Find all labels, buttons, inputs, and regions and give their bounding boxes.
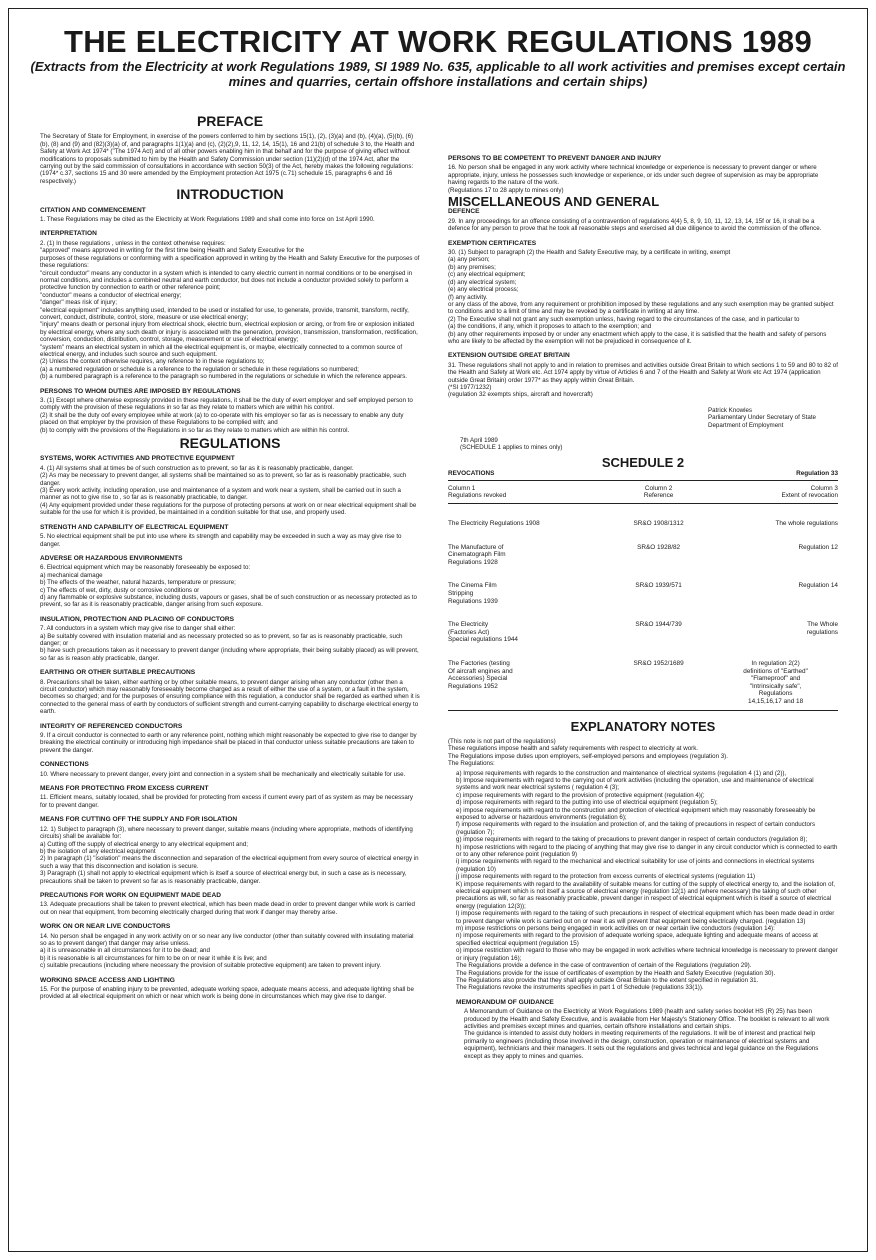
- competent-text: 16. No person shall be engaged in any work activity where technical knowledge or experience is necessary to prevent danger or where appropriate, injury, unless he possesses such knowledge or experience, or ids under such degree of supervision as may be appropriate having regards to the nature of the work. (Regulations 17 to 28 apply to mines only): [448, 164, 819, 194]
- working-space-text: 15. For the purpose of enabling injury to be prevented, adequate working space, adequate means access, and adequate lighting shall be provided at all electrical equipment on which or near which work is being done in circumstances which may give rise to danger.: [40, 986, 414, 1001]
- systems-text: 4. (1) All systems shall at times be of such construction as to prevent, so far as it is reasonably practicable, danger. (2) As may be necessary to prevent danger, all systems shall be maintained so as to prevent, so far as is reasonably practicable, such danger. (3) Every work activity, including operation, use and maintenance of a system and work near a system, shall be carried out in such a manner as not to give rise to , so far as is reasonably practicable, to danger. (4) Any equipment provided under these regulations for the purpose of protecting persons at work on or near electrical equipment shall be suitable for the use for which it is provided, be maintained in a condition suitable for that use, and properly used.: [40, 464, 417, 517]
- table-cell: Regulation 12: [798, 543, 838, 551]
- table-cell: SR&O 1952/1689: [604, 644, 713, 710]
- page-title: THE ELECTRICITY AT WORK REGULATIONS 1989: [63, 24, 813, 59]
- table-cell: The whole regulations: [775, 520, 838, 527]
- explanatory-notes-list: a) Impose requirements with regards to the construction and maintenance of electrical systems (regulation 4 (1) and (2)), b) Impose requirements with regard to the carrying out of work activities (including the operation, use and maintenance of electrical systems and work near electrical systems ( regulation 4 (3); c) impose requirements with regard to the provision of protective equipment (regulation 4)(; d) impose requirements with regard to the putting into use of electrical equipment (regulation 5); e) impose requirements with regard to the construction and protection of electrical equipment which may reasonably foreseeably be exposed to adverse or hazardous environments (regulation 6); f) impose requirements with regard to the insulation and protection of, and the taking of precautions in respect of certain conductors (regulation 7); g) impose requirements with regard to the taking of precautions to prevent danger in respect of certain conductors (regulation 8); h) impose restrictions with regard to the placing of anything that may give rise to danger in any circuit conductor which is connected to earth or to any other reference point (regulation 9) i) impose requirements with regard to the mechanical and electrical suitability for use of joints and connections in electrical systems (regulation 10) j) impose requirements with regard to the protection from excess currents of electrical systems (regulation 11) K) impose requirements with regard to the availability of suitable means for cutting of the supply of electrical energy to, and the isolation of, electrical equipment which is not itself a source of electrical energy (regulation 12(1) and (where necessary) the taking of such other precautions as will, so far as reasonably practicable, prevent danger in respect of electrical equipment which is itself a source of electrical energy (regulation 12(3)); l) impose requirements with regard to the taking of such precautions in respect of electrical equipment which has been made dead in order to prevent danger while work is carried out on or near it as will prevent that equipment being electrically charged. (regulation 13) m) impose restrictions on persons being engaged in work activities on or near certain live conductors (regulation 14): n) impose requirements with regard to the provision of adequate working space, adequate lighting and adequate means of access at specified electrical equipment (regulation 15) o) impose restriction with regard to those who may be engaged in work activities where technical knowledge is necessary to prevent danger or injury (regulation 16); The Regulations provide a defence in the case of contravention of certain of the Regulations (regulation 29). The Regulations provide for the issue of certificates of exemption by the Health and Safety Executive (regulation 30). The Regulations also provide that they shall apply outside Great Britain to the extent specified in regulation 31. The Regulations revoke the instruments specifies in part 1 of Schedule (regulations 33(1)).: [456, 769, 838, 992]
- preface-heading: PREFACE: [196, 113, 264, 129]
- page-subtitle: (Extracts from the Electricity at work Regulations 1989, SI 1989 No. 635, applicable to all work activities and premises except certain mines and quarries, certain offshore installations and certain ships): [30, 59, 846, 89]
- insulation-text: 7. All conductors in a system which may give rise to danger shall either: a) Be suitably covered with insulation material and as necessary protected so as to prevent, so far as is reasonably practicable, such danger; or b) have such precautions taken as it necessary to prevent danger (including where appropriate, their being suitably placed) as will prevent, so far as is reason ably practicable, danger.: [40, 625, 419, 662]
- revocations-label: REVOCATIONS: [448, 470, 604, 480]
- table-cell: SR&O 1908/1312: [633, 520, 684, 527]
- regulations-heading: REGULATIONS: [179, 435, 281, 452]
- duties-text: 3. (1) Except where otherwise expressly provided in these regulations, it shall be the duty of evert employer and self employed person to comply with the provision of these regulations in so far as they relate to matters which are within his control. (2) It shall be the duty oof every employee while at work (a) to co-operate with his employer so far as is necessary to enable any duty placed on that employer by the provision of these Regulations to be complied with; and (b) to comply with the provisions of the Regulations in so far as they relate to matters which are within his control.: [40, 397, 413, 434]
- schedule-heading: SCHEDULE 2: [601, 454, 685, 470]
- live-conductors-heading: WORK ON OR NEAR LIVE CONDUCTORS: [40, 923, 171, 931]
- working-space-heading: WORKING SPACE ACCESS AND LIGHTING: [40, 976, 175, 984]
- table-cell: The Whole regulations: [806, 621, 838, 636]
- earthing-heading: EARTHING OR OTHER SUITABLE PRECAUTIONS: [40, 669, 196, 677]
- citation-heading: CITATION AND COMMENCEMENT: [40, 206, 146, 214]
- strength-text: 5. No electrical equipment shall be put into use where its strength and capability may be exceeded in such a way as may give rise to danger.: [40, 533, 402, 548]
- cutting-supply-text: 12. 1) Subject to paragraph (3), where necessary to prevent danger, suitable means (including where appropriate, methods of identifying circuits) shall be available for: a) Cutting off the supply of electrical energy to any electrical equipment and; b) the isolation of any electrical equipment 2) In paragraph (1) "isolation" means the disconnection and separation of the electrical equipment from every source of electrical energy in such a way that this disconnection and isolation is secure. 3) Paragraph (1) shall not apply to electrical equipment which is itself a source of electrical energy but, in such a case as is necessary, precautions shall be taken to prevent so far as is reasonably practicable, danger.: [40, 825, 419, 885]
- table-cell: SR&O 1928/82: [637, 543, 681, 551]
- adverse-heading: ADVERSE OR HAZARDOUS ENVIRONMENTS: [40, 554, 183, 562]
- duties-heading: PERSONS TO WHOM DUTIES ARE IMPOSED BY REGULATIONS: [40, 387, 241, 395]
- right-column: [448, 148, 838, 1060]
- integrity-text: 9. If a circuit conductor is connected to earth or any reference point, nothing which might reasonably be expected to give rise to danger by breaking the electrical continuity or introducing high impedance shall be placed in that conductor unless suitable precautions are taken to prevent the danger.: [40, 732, 417, 754]
- table-cell: The Factories (testing Of aircraft engines and Accessories) Special Regulations 1952: [448, 644, 604, 710]
- exemption-text: 30. (1) Subject to paragraph (2) the Health and Safety Executive may, by a certificate in writing, exempt (a) any person; (b) any premises; (c) any electrical equipment; (d) any electrical system; (e) any electrical process; (f) any activity. or any class of the above, from any requirement or prohibition imposed by these regulations and any such exemption may be granted subject to conditions and to a limit of time and may be revoked by a certificate in writing at any time. (2) The Executive shall not grant any such exemption unless, having regard to the circumstances of the case, and in particular to (a) the conditions, if any, which it proposes to attach to the exemption; and (b) any other requirements imposed by or under any enactment which apply to the case, it is satisfied that the health and safety of persons who are likely to be affected by the exemption will not be prejudiced in consequence of it.: [448, 249, 834, 345]
- table-cell: The Electricity (Factories Act) Special regulations 1944: [448, 621, 518, 644]
- connections-heading: CONNECTIONS: [40, 761, 89, 769]
- competent-heading: PERSONS TO BE COMPETENT TO PREVENT DANGER AND INJURY: [448, 155, 662, 162]
- cutting-supply-heading: MEANS FOR CUTTING OFF THE SUPPLY AND FOR ISOLATION: [40, 816, 238, 824]
- exemption-heading: EXEMPTION CERTIFICATES: [448, 239, 537, 247]
- defence-heading: DEFENCE: [448, 208, 480, 216]
- citation-text: 1. These Regulations may be cited as the Electricity at Work Regulations 1989 and shall come into force on 1st April 1990.: [40, 216, 375, 224]
- table-cell: In regulation 2(2) definitions of "Earthed" "Flameproof" and "Intrinsically safe", Regulations 14,15,16,17 and 18: [713, 644, 838, 710]
- table-cell: Regulation 14: [798, 582, 838, 590]
- table-cell: The Manufacture of Cinematograph Film Regulations 1928: [448, 543, 506, 566]
- memorandum-heading: MEMORANDUM OF GUIDANCE: [456, 998, 554, 1006]
- left-column: [40, 112, 420, 1003]
- table-cell: The Cinema Film Stripping Regulations 1939: [448, 582, 498, 605]
- excess-current-heading: MEANS FOR PROTECTING FROM EXCESS CURRENT: [40, 785, 209, 793]
- dead-equipment-heading: PRECAUTIONS FOR WORK ON EQUIPMENT MADE DEAD: [40, 891, 221, 899]
- extension-heading: EXTENSION OUTSIDE GREAT BRITAIN: [448, 352, 570, 360]
- earthing-text: 8. Precautions shall be taken, either earthing or by other suitable means, to prevent danger arising when any conductor (other then a circuit conductor) which may reasonably foreseeably become charged as a result of either the use of a system, or a fault in the system, becomes so charged; and for the purposes of ensuring compliance with this regulation, a conductor shall be regarded as earthed when it is connected to the general mass of earth by conductors of sufficient strength and current-carrying capability to discharge electrical energy to earth.: [40, 678, 420, 716]
- table-cell: SR&O 1939/571: [635, 582, 682, 590]
- connections-text: 10. Where necessary to prevent danger, every joint and connection in a system shall be mechanically and electrically suitable for use.: [40, 770, 406, 778]
- revocations-table: [448, 470, 838, 710]
- column-header: Column 1 Regulations revoked: [448, 480, 604, 503]
- integrity-heading: INTEGRITY OF REFERENCED CONDUCTORS: [40, 722, 183, 730]
- signing-date: 7th April 1989 (SCHEDULE 1 applies to mines only): [460, 437, 563, 452]
- signatory: Patrick Knowles Parliamentary Under Secretary of State Department of Employment: [708, 406, 816, 429]
- table-cell: The Electricity Regulations 1908: [448, 520, 540, 527]
- dead-equipment-text: 13. Adequate precautions shall be taken to prevent electrical, which has been made dead in order to prevent danger while work is carried out on near that equipment, from becoming electrically charged during that work if danger may thereby arise.: [40, 901, 415, 916]
- interpretation-text: 2. (1) In these regulations , unless in the context otherwise requires: "approved" means approved in writing for the first time being Health and Safety Executive for the purposes of these regulations or conforming with a specification approved in writing by the Health and Safety Executive for the purposes of these regulations: "circuit conductor" means any conductor in a system which is intended to carry electric current in normal conditions or to be energised in normal conditions, and includes a combined neutral and earth conductor, but does not include a conductor provided solely to perform a protective function by connection to earth or other reference point; "conductor" means a conductor of electrical energy; "danger" meas risk of injury; "electrical equipment" includes anything used, intended to be used or installed for use, to generate, provide, transmit, transform, rectify, convert, conduct, distribute, control, store, measure or use electrical energy; "injury" means death or personal injury from electrical shock, electric burn, electrical explosion or arcing, or from fire or explosion initiated by electrical energy, where any such death or injury is associated with the generation, provision, transmission, transformation, rectification, conversion, conduction, distribution, control, storage, measurement or use of electrical energy; "system" means an electrical system in which all the electrical equipment is, or maybe, electrically connected to a common source of electrical energy, and includes such source and such equipment. (2) Unless the context otherwise requires, any reference to in these regulations to; (a) a numbered regulation or schedule is a reference to the regulation or schedule in these regulations so numbered; (b) a numbered paragraph is a reference to the paragraph so numbered in the regulations or schedule in which the reference appears.: [40, 239, 420, 381]
- interpretation-heading: INTERPRETATION: [40, 230, 97, 238]
- systems-heading: SYSTEMS, WORK ACTIVITIES AND PROTECTIVE EQUIPMENT: [40, 455, 235, 463]
- explanatory-notes-intro: (This note is not part of the regulations) These regulations impose health and safety requirements with respect to electricity at work. The Regulations impose duties upon employers, self-employed persons and employees (regulation 3). The Regulations:: [448, 737, 728, 768]
- column-header: Column 3 Extent of revocation: [713, 480, 838, 503]
- excess-current-text: 11. Efficient means, suitably located, shall be provided for protecting from excess if current every part of as system as may be necessary for to prevent danger.: [40, 794, 413, 809]
- table-cell: SR&O 1944/739: [635, 621, 682, 629]
- explanatory-notes-heading: EXPLANATORY NOTES: [570, 718, 716, 734]
- adverse-text: 6. Electrical equipment which may be reasonably foreseeably be exposed to: a) mechanical damage b) The effects of the weather, natural hazards, temperature or pressure; c) The effects of wet, dirty, dusty or corrosive conditions or d) any flammable or explosive substance, including dusts, vapours or gases, shall be of such construction or as necessary protected as to prevent, so far as it is reasonably practicable, danger arising from such exposure.: [40, 564, 417, 609]
- regulation-label: Regulation 33: [713, 470, 838, 480]
- extension-text: 31. These regulations shall not apply to and in relation to premises and activities outside Great Britain to which sections 1 to 59 and 80 to 82 of the Health and Safety at Work etc. Act 1974 apply by virtue of Articles 6 and 7 of the Health and Safety at Work etc Act 1974 (application outside Great Britain) order 1977* as they apply within Great Britain. (*SI 1977/1232) (regulation 32 exempts ships, aircraft and hovercraft): [448, 361, 838, 399]
- defence-text: 29. In any proceedings for an offence consisting of a contravention of regulations 4(4) 5, 8, 9, 10, 11, 12, 13, 14, 15f or 16, it shall be a defence for any person to prove that he took all reasonable steps and exercised all due diligence to avoid the commission of the offence.: [448, 217, 822, 233]
- strength-heading: STRENGTH AND CAPABILITY OF ELECTRICAL EQUIPMENT: [40, 523, 229, 531]
- column-header: Column 2 Reference: [604, 480, 713, 503]
- misc-general-heading: MISCELLANEOUS AND GENERAL: [448, 194, 660, 210]
- live-conductors-text: 14. No person shall be engaged in any work activity on or so near any live conductor (other than suitably covered with insulating material so as to prevent danger) that danger may arise unless. a) it is unreasonable in all circumstances for it to be dead; and b) it is reasonable is all circumstances for him to be on or near it while it is live; and c) suitable precautions (including where necessary the provision of suitable protective equipment) are taken to prevent injury.: [40, 932, 414, 970]
- introduction-heading: INTRODUCTION: [176, 186, 284, 203]
- preface-text: The Secretary of State for Employment, in exercise of the powers conferred to him by sections 15(1), (2), (3)(a) and (b), (4)(a), (5)(b), (6)(b), (8) and (9) and (82)(3)(a) of, and paragraphs 1(1)(a) and (c), (2)(2),9, 11, 12, 14, 15(1), 16 and 21(b) of schedule 3 to, the Health and Safety at Work Act 1974* ("The 1974 Act) and of all other powers enabling him in that behalf and for the purpose of giving effect without modifications to proposals submitted to him by the Health and Safety Commission under section (11)(2)(d) of the 1974 Act, after the carrying out by the said commission of consultations in accordance with section 50(3) of the Act, hereby makes the following regulations: (1974* c.37, sections 15 and 30 were amended by the Employment protection Act 1975 (c.71) schedule 15, paragraphs 6 and 16 respectively.): [40, 133, 415, 185]
- memorandum-text: A Memorandum of Guidance on the Electricity at Work Regulations 1989 (health and safety series booklet HS (R) 25) has been produced by the Health and Safety Executive, and is available from Her Majesty's Stationery Office. The booklet is relevant to all work activities and premises except mines and quarries, certain offshore installations and certain ships. The guidance is intended to assist duty holders in meeting requirements of the regulations. It will be of interest and practical help primarily to engineers (including those involved in the design, construction, operation or maintenance of electrical systems and equipment), technicians and their managers. It sets out the regulations and gives technical and legal guidance on the Regulations except as they apply to mines and quarries.: [464, 1008, 830, 1060]
- insulation-heading: INSULATION, PROTECTION AND PLACING OF CONDUCTORS: [40, 615, 235, 623]
